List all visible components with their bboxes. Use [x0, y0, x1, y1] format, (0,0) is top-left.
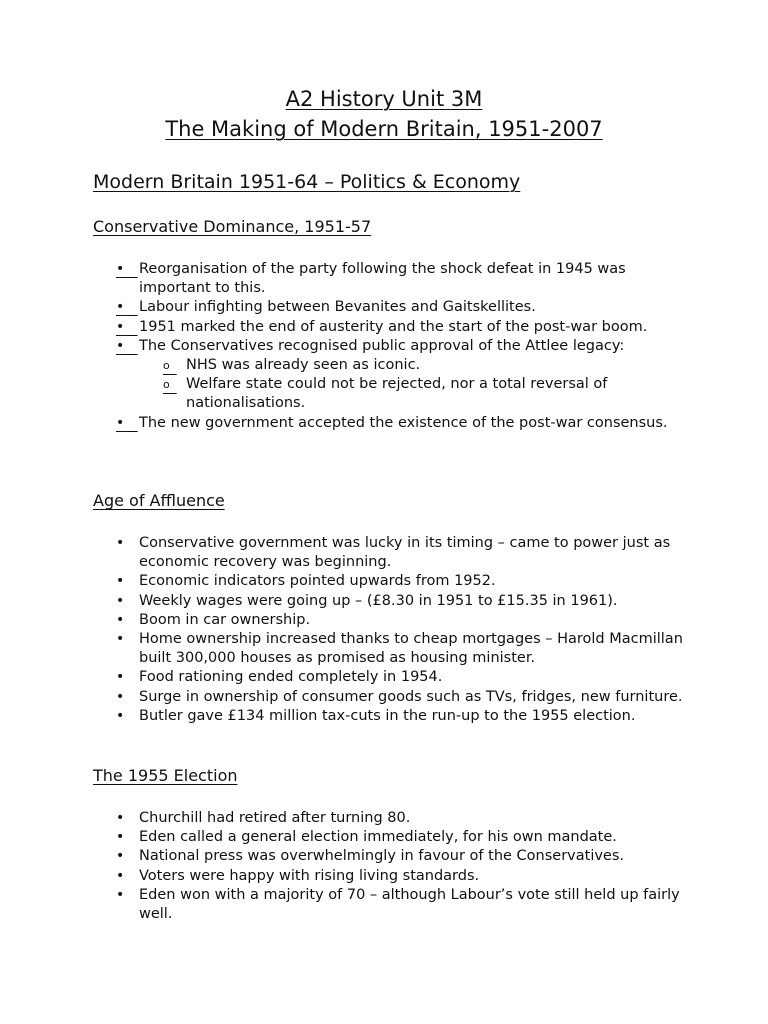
bullet-icon: • — [116, 592, 125, 609]
sub-list-item — [0, 356, 686, 375]
bullet-icon: • — [116, 261, 125, 277]
list-item-text: National press was overwhelmingly in favour of the Conservatives. — [139, 848, 625, 865]
list-item-text: Churchill had retired after turning 80. — [139, 810, 411, 826]
list-item — [0, 668, 684, 687]
sub-list-item — [0, 375, 686, 413]
list-item-text: Home ownership increased thanks to cheap mortgages – Harold Macmillan built 300,000 houses as promised as housing minister. — [139, 631, 683, 667]
bullet-icon: • — [116, 573, 125, 590]
bullet-icon: • — [116, 829, 125, 846]
list-item — [0, 828, 684, 847]
list-item-text: The Conservatives recognised public approval of the Attlee legacy: — [139, 337, 625, 354]
bullet-icon: • — [116, 810, 125, 826]
list-item-text: Eden called a general election immediately, for his own mandate. — [139, 829, 617, 846]
document-title-line-1: A2 History Unit 3M — [285, 87, 483, 111]
bullet-list-conservative-dominance — [0, 260, 768, 433]
list-item-text: Boom in car ownership. — [139, 611, 311, 628]
list-item — [0, 707, 684, 726]
section-heading: Modern Britain 1951-64 – Politics & Economy — [93, 171, 521, 193]
sub-bullet-icon: o — [163, 359, 170, 373]
sub-bullet-icon: o — [163, 378, 170, 392]
list-item — [0, 414, 684, 433]
bullet-icon: • — [116, 848, 125, 865]
list-item-text: Food rationing ended completely in 1954. — [139, 669, 443, 686]
bullet-icon: • — [116, 318, 125, 335]
list-item-text: Labour infighting between Bevanites and Gaitskellites. — [139, 299, 536, 316]
list-item — [0, 630, 684, 668]
list-item-text: Conservative government was lucky in its timing – came to power just as economic recovery was beginning. — [139, 535, 671, 571]
subsection-heading-1955-election: The 1955 Election — [93, 766, 238, 785]
bullet-icon: • — [116, 688, 125, 705]
list-item — [0, 572, 684, 591]
bullet-icon: • — [116, 886, 125, 903]
list-item-text: Butler gave £134 million tax-cuts in the run-up to the 1955 election. — [139, 707, 636, 724]
bullet-icon: • — [116, 535, 125, 551]
list-item — [0, 867, 684, 886]
list-item-text: Weekly wages were going up – (£8.30 in 1951 to £15.35 in 1961). — [139, 592, 618, 609]
list-item-text: The new government accepted the existence of the post-war consensus. — [139, 414, 668, 431]
sub-list-item-text: Welfare state could not be rejected, nor a total reversal of nationalisations. — [186, 376, 608, 412]
sub-list-item-text: NHS was already seen as iconic. — [186, 357, 421, 374]
list-item — [0, 534, 684, 572]
list-item — [0, 886, 684, 924]
list-item — [0, 318, 684, 337]
list-item — [0, 592, 684, 611]
list-item — [0, 298, 684, 317]
list-item — [0, 809, 684, 828]
list-item — [0, 688, 684, 707]
bullet-list-age-of-affluence — [0, 534, 768, 726]
list-item — [0, 337, 684, 356]
list-item — [0, 611, 684, 630]
bullet-icon: • — [116, 414, 125, 431]
subsection-heading-conservative-dominance: Conservative Dominance, 1951-57 — [93, 217, 372, 236]
list-item-text: Surge in ownership of consumer goods such as TVs, fridges, new furniture. — [139, 688, 683, 705]
list-item-text: Economic indicators pointed upwards from 1952. — [139, 573, 496, 590]
bullet-icon: • — [116, 631, 125, 648]
bullet-icon: • — [116, 299, 125, 316]
list-item — [0, 260, 684, 298]
list-item-text: 1951 marked the end of austerity and the start of the post-war boom. — [139, 318, 648, 335]
list-item-text: Voters were happy with rising living standards. — [139, 867, 480, 884]
bullet-list-1955-election — [0, 809, 768, 924]
list-item-text: Eden won with a majority of 70 – although Labour’s vote still held up fairly well. — [139, 886, 680, 923]
document-title-line-2: The Making of Modern Britain, 1951-2007 — [165, 117, 603, 141]
bullet-icon: • — [116, 337, 125, 354]
bullet-icon: • — [116, 867, 125, 884]
bullet-icon: • — [116, 669, 125, 686]
bullet-icon: • — [116, 707, 125, 724]
list-item-text: Reorganisation of the party following the shock defeat in 1945 was important to this. — [139, 261, 626, 297]
list-item — [0, 847, 684, 866]
bullet-icon: • — [116, 611, 125, 628]
subsection-heading-age-of-affluence: Age of Affluence — [93, 491, 225, 510]
